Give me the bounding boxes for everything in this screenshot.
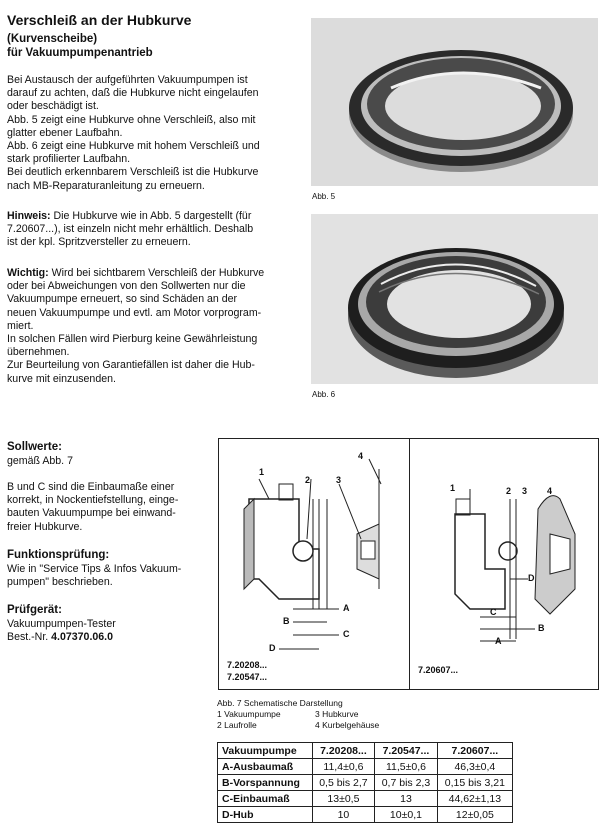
label-3-right: 3 (522, 486, 528, 496)
label-1-right: 1 (450, 483, 456, 493)
table-cell: 44,62±1,13 (437, 791, 512, 807)
table-header-row (218, 743, 513, 759)
photo-abb6 (311, 214, 598, 384)
diagram-right-drawing (410, 439, 598, 689)
subtitle-2: für Vakuumpumpenantrieb (7, 47, 153, 59)
legend-item-1: 1 Vakuumpumpe (217, 709, 281, 719)
sollwerte-title: Sollwerte: (7, 441, 62, 453)
pruef-number: 4.07370.06.0 (51, 631, 114, 643)
wichtig-label: Wichtig: (7, 267, 49, 279)
row-label: A-Ausbaumaß (218, 759, 313, 775)
legend-item-4: 4 Kurbelgehäuse (315, 720, 380, 730)
legend-item-3: 3 Hubkurve (315, 709, 359, 719)
diagram-right (409, 438, 599, 690)
table-cell: 10±0,1 (375, 807, 438, 823)
table-row (218, 791, 513, 807)
label-4-right: 4 (547, 486, 553, 496)
hinweis-label: Hinweis: (7, 210, 51, 222)
hinweis-text: Die Hubkurve wie in Abb. 5 dargestellt (für 7.20607...), ist einzeln nicht mehr erhältlich. Deshalb ist der kpl. Spritzversteller zu erneuern. (7, 210, 254, 249)
diagram-left-drawing (219, 439, 409, 689)
table-cell: 0,5 bis 2,7 (312, 775, 375, 791)
hinweis-paragraph (7, 210, 297, 250)
table-cell: 10 (312, 807, 375, 823)
legend-item-2: 2 Laufrolle (217, 720, 257, 730)
label-2-left: 2 (305, 475, 311, 485)
sollwerte-text: B und C sind die Einbaumaße einer korrekt, in Nockentiefstellung, einge- bauten Vakuumpumpe bei einwand- freier Hubkurve. (7, 481, 179, 533)
row-label: C-Einbaumaß (218, 791, 313, 807)
table-cell: 11,4±0,6 (312, 759, 375, 775)
table-cell: 0,7 bis 2,3 (375, 775, 438, 791)
intro-text: Bei Austausch der aufgeführten Vakuumpumpen ist darauf zu achten, daß die Hubkurve nicht eingelaufen oder beschädigt ist. Abb. 5 zeigt eine Hubkurve ohne Verschleiß, also mit glatter ebener Laufbahn. Abb. 6 zeigt eine Hubkurve mit hohem Verschleiß und stark profilierter Laufbahn. Bei deutlich erkennbarem Verschleiß ist die Hubkurve nach MB-Reparaturanleitung zu erneuern. (7, 74, 260, 192)
caption-abb6: Abb. 6 (312, 390, 336, 399)
wichtig-paragraph (7, 267, 297, 386)
row-label: B-Vorspannung (218, 775, 313, 791)
funktion-title: Funktionsprüfung: (7, 549, 110, 561)
label-a-left: A (343, 603, 350, 613)
diagram-left (218, 438, 410, 690)
photo-abb5 (311, 18, 598, 186)
label-d-left: D (269, 643, 276, 653)
funktion-text: Wie in "Service Tips & Infos Vakuum- pumpen" beschrieben. (7, 563, 182, 589)
table-cell: 46,3±0,4 (437, 759, 512, 775)
table-row (218, 775, 513, 791)
subtitle-1: (Kurvenscheibe) (7, 33, 98, 45)
label-4-left: 4 (358, 451, 364, 461)
table-cell: 13±0,5 (312, 791, 375, 807)
sollwerte-ref: gemäß Abb. 7 (7, 455, 73, 467)
spec-table (217, 742, 513, 823)
header-cell: 7.20547... (375, 743, 438, 759)
label-2-right: 2 (506, 486, 512, 496)
table-cell: 11,5±0,6 (375, 759, 438, 775)
pruef-title: Prüfgerät: (7, 604, 62, 616)
header-cell: 7.20208... (312, 743, 375, 759)
diagram-right-type: 7.20607... (418, 665, 459, 675)
label-a-right: A (495, 636, 502, 646)
pruef-line2 (7, 631, 113, 644)
label-b-left: B (283, 616, 290, 626)
wichtig-text: Wird bei sichtbarem Verschleiß der Hubkurve oder bei Abweichungen von den Sollwerten nur die Vakuumpumpe erneuert, so sind Schäden an der neuen Vakuumpumpe und evtl. am Motor vorprogram- miert. In solchen Fällen wird Pierburg keine Gewährleistung übernehmen. Zur Beurteilung von Garantiefällen ist daher die Hub- kurve mit einzusenden. (7, 267, 265, 385)
label-d-right: D (528, 573, 535, 583)
label-c-right: C (490, 607, 497, 617)
table-row (218, 807, 513, 823)
pruef-prefix: Best.-Nr. (7, 631, 52, 643)
label-b-right: B (538, 623, 545, 633)
table-cell: 0,15 bis 3,21 (437, 775, 512, 791)
label-c-left: C (343, 629, 350, 639)
label-1-left: 1 (259, 467, 265, 477)
header-cell: 7.20607... (437, 743, 512, 759)
header-cell: Vakuumpumpe (218, 743, 313, 759)
legend-title: Abb. 7 Schematische Darstellung (217, 698, 343, 708)
table-cell: 13 (375, 791, 438, 807)
caption-abb5: Abb. 5 (312, 192, 336, 201)
table-row (218, 759, 513, 775)
row-label: D-Hub (218, 807, 313, 823)
table-cell: 12±0,05 (437, 807, 512, 823)
diagram-left-types: 7.20208... 7.20547... (227, 660, 268, 682)
pruef-line1: Vakuumpumpen-Tester (7, 618, 116, 630)
label-3-left: 3 (336, 475, 342, 485)
page-title: Verschleiß an der Hubkurve (7, 12, 192, 28)
